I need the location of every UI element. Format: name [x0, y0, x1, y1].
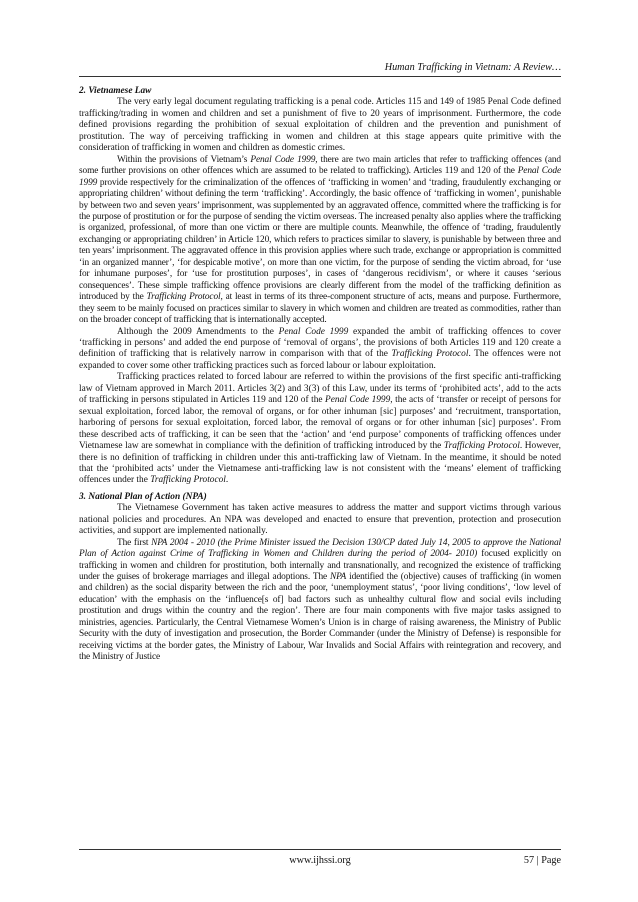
paragraph: The Vietnamese Government has taken active measures to address the matter and support victims through various national policies and procedures. An NPA was developed and enacted to ensure that prevention, protection and prosecution activities, and support are implemented nationally.	[79, 503, 561, 537]
page-footer	[79, 855, 561, 869]
journal-website-link[interactable]: www.ijhssi.org	[289, 855, 351, 866]
article-body	[79, 86, 561, 664]
header-rule	[79, 76, 561, 77]
footer-rule	[79, 849, 561, 850]
section-heading-national-plan-of-action: 3. National Plan of Action (NPA)	[79, 491, 207, 502]
paragraph: The very early legal document regulating trafficking is a penal code. Articles 115 and 149 of 1985 Penal Code defined trafficking/trading in women and children and set a punishment of five to 20 years of imprisonment. Furthermore, the code defined provisions regarding the prohibition of sexual exploitation of children and the prevention and punishment of prostitution. The way of perceiving trafficking in women and children at this stage appears quite primitive with the consideration of trafficking in women and children as domestic crimes.	[79, 97, 561, 154]
running-header: Human Trafficking in Vietnam: A Review…	[384, 62, 561, 73]
paragraph: Trafficking practices related to forced labour are referred to within the provisions of the first specific anti-trafficking law of Vietnam approved in March 2011. Articles 3(2) and 3(3) of this Law, under its terms of ‘prohibited acts’, add to the acts of trafficking in persons stipulated in Articles 119 and 120 of the Penal Code 1999, the acts of ‘transfer or receipt of persons for sexual exploitation, forced labor, the removal of organs, or for other inhuman [sic] purposes’ and ‘recruitment, transportation, harboring of persons for sexual exploitation, forced labor, the removal of organs or for other inhuman [sic] purposes’. From these described acts of trafficking, it can be seen that the ‘action’ and ‘end purpose’ components of trafficking offences under Vietnamese law are somewhat in compliance with the definition of trafficking introduced by the Trafficking Protocol. However, there is no definition of trafficking in children under this anti-trafficking law of Vietnam. In the meantime, it should be noted that the ‘prohibited acts’ under the Vietnamese anti-trafficking law is not consistent with the ‘means’ element of trafficking offences under the Trafficking Protocol.	[79, 372, 561, 486]
paragraph: The first NPA 2004 - 2010 (the Prime Minister issued the Decision 130/CP dated July 14, 2005 to approve the National Plan of Action against Crime of Trafficking in Women and Children during the period of 2004- 2010) focused explicitly on trafficking in women and children for prostitution, both internally and transnationally, and recognized the existence of trafficking under the guises of brokerage marriages and illegal adoptions. The NPA identified the (objective) causes of trafficking (in women and children) as the social disparity between the rich and the poor, ‘unemployment status’, ‘poor living conditions’, ‘low level of education’ with the emphasis on the ‘influence[s of] bad factors such as unhealthy cultural flow and social evils including prostitution and drugs within the country and the region’. There are four main components with five major tasks assigned to ministries, agencies. Particularly, the Central Vietnamese Women’s Union is in charge of raising awareness, the Ministry of Public Security with the duty of investigation and prosecution, the Border Commander (under the Ministry of Defense) is responsible for receiving victims at the border gates, the Ministry of Labour, War Invalids and Social Affairs with reintegration and recovery, and the Ministry of Justice	[79, 537, 561, 663]
paragraph: Within the provisions of Vietnam’s Penal Code 1999, there are two main articles that refer to trafficking offences (and some further provisions on other offences which are assumed to be related to trafficking). Articles 119 and 120 of the Penal Code 1999 provide respectively for the criminalization of the offences of ‘trafficking in women’ and ‘trading, fraudulently exchanging or appropriating children’ without defining the term ‘trafficking’. Accordingly, the basic offence of ‘trafficking in women’, punishable by between two and seven years’ imprisonment, was supplemented by an aggravated offence, committed where the trafficking is for the purpose of prostitution or for the purpose of sending the victim overseas. The increased penalty also applies where the trafficking is organized, professional, of more than one victim or there are multiple counts. Meanwhile, the offence of ‘trading, fraudulently exchanging or appropriating children’ in Article 120, which refers to practices similar to slavery, is punishable by between three and ten years’ imprisonment. The aggravated offence in this provision applies where such trade, exchange or appropriation is committed ‘in an organized manner’, ‘for despicable motive’, on more than one victim, for the purpose of sending the victim abroad, for ‘use for inhumane purposes’, for ‘use for prostitution purposes’, in cases of ‘dangerous recidivism’, or where it causes ‘serious consequences’. These simple trafficking offence provisions are clearly different from the model of the trafficking definition as introduced by the Trafficking Protocol, at least in terms of its three-component structure of acts, means and purpose. Furthermore, they seem to be mainly focused on practices similar to slavery in which women and children are treated as commodities, rather than on the broader concept of trafficking that is internationally accepted.	[79, 154, 561, 326]
page-number: 57 | Page	[523, 855, 561, 866]
paragraph: Although the 2009 Amendments to the Penal Code 1999 expanded the ambit of trafficking offences to cover ‘trafficking in persons’ and added the end purpose of ‘removal of organs’, the provisions of both Articles 119 and 120 create a definition of trafficking that is relatively narrow in comparison with that of the Trafficking Protocol. The offences were not expanded to cover some other trafficking practices such as forced labour or labour exploitation.	[79, 326, 561, 371]
section-heading-vietnamese-law: 2. Vietnamese Law	[79, 86, 152, 96]
